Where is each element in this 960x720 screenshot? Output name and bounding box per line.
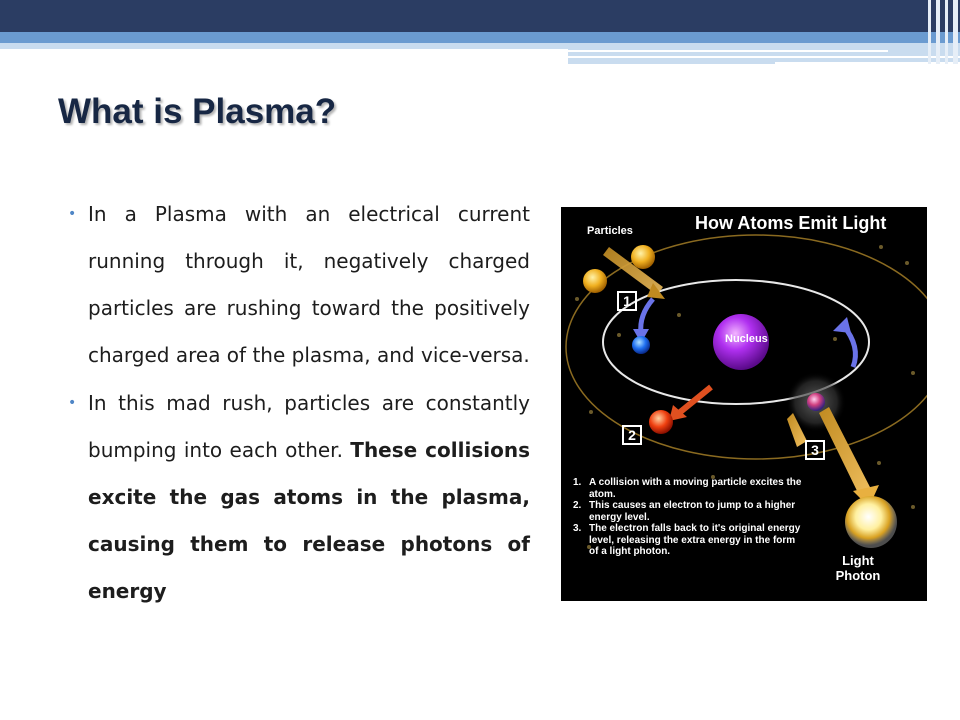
bullet-item xyxy=(68,380,530,615)
header-divider-line xyxy=(568,56,960,58)
diagram-step-number: 3. xyxy=(573,523,582,534)
header-pale-bar-right xyxy=(568,43,960,64)
bullet-dot-icon: • xyxy=(68,395,77,411)
bullet-text: In a Plasma with an electrical current running through it, negatively charged particles are rushing toward the positively charged area of the plasma, and vice-versa. xyxy=(88,202,530,367)
nucleus-label: Nucleus xyxy=(725,333,768,345)
diagram-step-number: 2. xyxy=(573,500,582,511)
bullet-item xyxy=(68,191,530,379)
bullet-text: In this mad rush, particles are constantly bumping into each other. xyxy=(88,391,530,462)
header-pale-bar xyxy=(0,43,568,49)
diagram-step-number: 1. xyxy=(573,477,582,488)
slide-title: What is Plasma? xyxy=(58,92,337,131)
light-label: Light xyxy=(842,553,874,568)
diagram-steps xyxy=(573,477,803,558)
bullet-list xyxy=(68,191,530,616)
header-navy-bar xyxy=(0,0,960,32)
diagram-step xyxy=(573,500,803,523)
diagram-step xyxy=(573,477,803,500)
light-photon-label xyxy=(818,553,898,583)
header-divider-line xyxy=(568,50,888,52)
diagram-step-text: A collision with a moving particle excites the atom. xyxy=(589,477,802,500)
bullet-dot-icon: • xyxy=(68,206,77,222)
step-marker: 3 xyxy=(805,440,825,460)
step-marker: 1 xyxy=(617,291,637,311)
atom-emission-diagram xyxy=(561,207,927,601)
diagram-title: How Atoms Emit Light xyxy=(695,213,887,233)
diagram-step xyxy=(573,523,803,558)
bullet-text-bold: These collisions excite the gas atoms in the plasma, causing them to release photons of energy xyxy=(88,438,530,603)
header-corner-stripes xyxy=(926,0,960,64)
diagram-step-text: The electron falls back to it's original energy level, releasing the extra energy in the form of a light photon. xyxy=(589,523,801,557)
particles-label: Particles xyxy=(587,225,633,237)
photon-label: Photon xyxy=(835,568,881,583)
header-blue-bar xyxy=(0,32,960,43)
step-marker: 2 xyxy=(622,425,642,445)
diagram-step-text: This causes an electron to jump to a higher energy level. xyxy=(589,500,796,523)
